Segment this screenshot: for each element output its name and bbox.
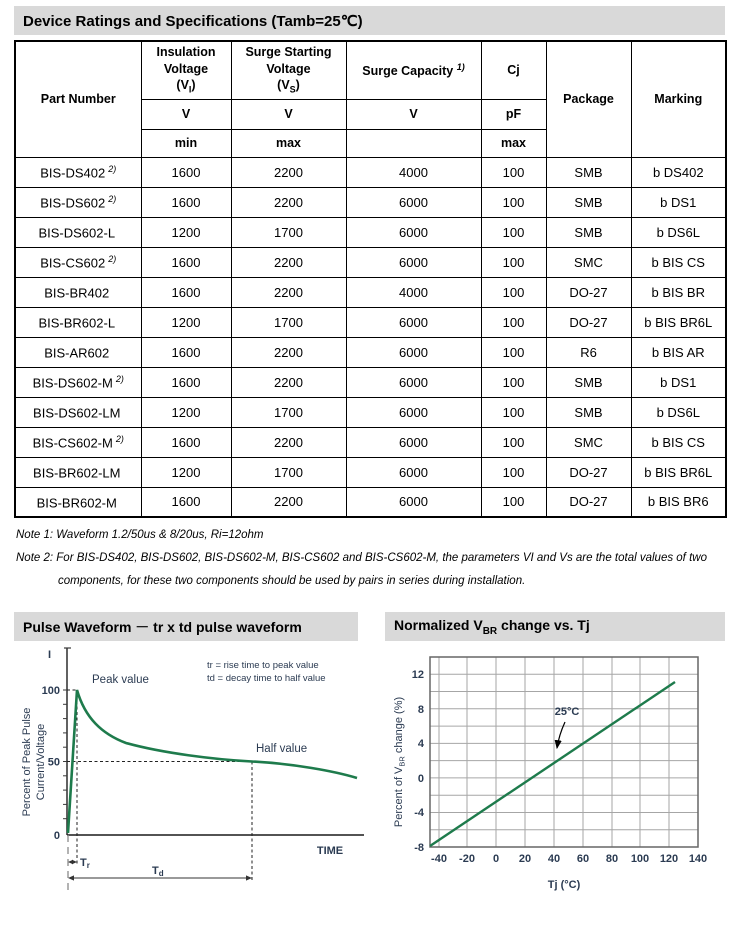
package-cell: SMB <box>546 157 631 187</box>
cj-cell: 100 <box>481 427 546 457</box>
part-number-cell: BIS-DS602-LM <box>15 397 141 427</box>
part-number-cell: BIS-DS602-L <box>15 217 141 247</box>
marking-cell: b DS402 <box>631 157 726 187</box>
pulse-dashed-guides <box>67 690 252 882</box>
pulse-current-symbol: I <box>48 649 52 661</box>
vbr-annotation-25c: 25°C <box>554 706 580 718</box>
vbr-chart-title-bar <box>385 612 725 641</box>
part-number-cell: BIS-DS602-M $^{2)}$ <box>15 367 141 397</box>
pulse-waveform-chart <box>14 642 372 904</box>
marking-cell: b BIS BR <box>631 277 726 307</box>
vbr-vs-tj-chart <box>390 645 730 900</box>
svg-text:4: 4 <box>417 738 424 750</box>
cj-cell: 100 <box>481 337 546 367</box>
surge-starting-voltage-cell: 2200 <box>231 337 346 367</box>
surge-starting-voltage-cell: 1700 <box>231 217 346 247</box>
surge-capacity-cell: 4000 <box>346 277 481 307</box>
table-row <box>15 337 726 367</box>
insulation-voltage-cell: 1600 <box>141 157 231 187</box>
table-row <box>15 157 726 187</box>
col-header-surge-capacity: Surge Capacity $^{1)}$ <box>346 41 481 99</box>
package-cell: SMC <box>546 247 631 277</box>
marking-cell: b DS6L <box>631 217 726 247</box>
part-number-cell: BIS-BR602-LM <box>15 457 141 487</box>
marking-cell: b BIS BR6L <box>631 307 726 337</box>
pulse-ytick-100: 100 <box>41 685 60 697</box>
insulation-voltage-cell: 1200 <box>141 397 231 427</box>
package-cell: SMB <box>546 217 631 247</box>
insulation-voltage-cell: 1600 <box>141 277 231 307</box>
pulse-ytick-50: 50 <box>47 756 60 769</box>
unit-insulation: V <box>141 99 231 129</box>
table-header <box>15 41 726 157</box>
package-cell: DO-27 <box>546 277 631 307</box>
tr-label: Tr <box>80 857 90 870</box>
cj-cell: 100 <box>481 217 546 247</box>
cj-cell: 100 <box>481 457 546 487</box>
col-header-insulation-voltage: Insulation Voltage $(V_I)$ <box>141 41 231 99</box>
surge-capacity-cell: 6000 <box>346 337 481 367</box>
cj-cell: 100 <box>481 157 546 187</box>
svg-text:8: 8 <box>417 704 424 716</box>
note-2-line2: components, for these two components should be used by pairs in series during installation. <box>58 575 526 587</box>
table-row <box>15 457 726 487</box>
surge-starting-voltage-cell: 2200 <box>231 247 346 277</box>
cj-cell: 100 <box>481 307 546 337</box>
marking-cell: b DS1 <box>631 367 726 397</box>
surge-capacity-cell: 6000 <box>346 247 481 277</box>
svg-text:80: 80 <box>605 853 619 865</box>
surge-capacity-cell: 6000 <box>346 307 481 337</box>
surge-capacity-cell: 6000 <box>346 427 481 457</box>
table-row <box>15 367 726 397</box>
unit-cj: pF <box>481 99 546 129</box>
limit-cj: max <box>481 129 546 157</box>
pulse-waveform-title-bar <box>14 612 358 641</box>
surge-starting-voltage-cell: 1700 <box>231 457 346 487</box>
surge-capacity-cell: 6000 <box>346 457 481 487</box>
part-number-cell: BIS-DS602 $^{2)}$ <box>15 187 141 217</box>
marking-cell: b BIS AR <box>631 337 726 367</box>
svg-text:60: 60 <box>576 853 590 865</box>
insulation-voltage-cell: 1600 <box>141 187 231 217</box>
table-row <box>15 247 726 277</box>
surge-capacity-cell: 6000 <box>346 217 481 247</box>
unit-surge-cap: V <box>346 99 481 129</box>
col-header-cj: Cj <box>481 41 546 99</box>
marking-cell: b BIS CS <box>631 247 726 277</box>
insulation-voltage-cell: 1600 <box>141 247 231 277</box>
pulse-y-axis-label-line1: Percent of Peak Pulse <box>21 707 33 817</box>
legend-tr-definition: tr = rise time to peak value <box>207 660 319 671</box>
part-number-cell: BIS-BR402 <box>15 277 141 307</box>
unit-surge-start: V <box>231 99 346 129</box>
svg-text:-20: -20 <box>459 853 475 865</box>
table-row <box>15 187 726 217</box>
surge-starting-voltage-cell: 2200 <box>231 487 346 517</box>
header-row-titles <box>15 41 726 99</box>
surge-capacity-cell: 6000 <box>346 397 481 427</box>
vbr-ytick-labels <box>412 669 425 854</box>
vbr-y-axis-label: Percent of $V_{BR}$ change (%) <box>393 696 407 828</box>
svg-text:-40: -40 <box>431 853 447 865</box>
table-row <box>15 307 726 337</box>
legend-td-definition: td = decay time to half value <box>207 673 326 684</box>
insulation-voltage-cell: 1200 <box>141 307 231 337</box>
spec-table-body <box>15 157 726 517</box>
cj-cell: 100 <box>481 397 546 427</box>
pulse-y-axis-label-line2: Current/Voltage <box>35 723 47 801</box>
insulation-voltage-cell: 1200 <box>141 217 231 247</box>
surge-starting-voltage-cell: 2200 <box>231 427 346 457</box>
vbr-x-axis-label: Tj (°C) <box>547 879 581 891</box>
package-cell: SMB <box>546 367 631 397</box>
main-section-title-bar <box>14 6 725 35</box>
svg-text:-4: -4 <box>414 807 424 819</box>
note-1: Note 1: Waveform 1.2/50us & 8/20us, Ri=12ohm <box>16 529 264 541</box>
svg-text:40: 40 <box>547 853 561 865</box>
cj-cell: 100 <box>481 247 546 277</box>
surge-starting-voltage-cell: 2200 <box>231 367 346 397</box>
part-number-cell: BIS-AR602 <box>15 337 141 367</box>
surge-starting-voltage-cell: 2200 <box>231 157 346 187</box>
surge-capacity-cell: 6000 <box>346 487 481 517</box>
package-cell: SMC <box>546 427 631 457</box>
pulse-x-axis-label: TIME <box>316 845 344 857</box>
surge-capacity-cell: 6000 <box>346 367 481 397</box>
package-cell: DO-27 <box>546 307 631 337</box>
note-2-line1: Note 2: For BIS-DS402, BIS-DS602, BIS-DS602-M, BIS-CS602 and BIS-CS602-M, the parameters VI and Vs are the total values of two <box>16 552 707 564</box>
col-header-marking: Marking <box>631 41 726 157</box>
table-row <box>15 397 726 427</box>
marking-cell: b DS6L <box>631 397 726 427</box>
vbr-xtick-labels <box>431 853 707 865</box>
svg-text:0: 0 <box>417 773 424 785</box>
table-row <box>15 427 726 457</box>
svg-text:100: 100 <box>630 853 650 865</box>
part-number-cell: BIS-CS602 $^{2)}$ <box>15 247 141 277</box>
svg-text:0: 0 <box>492 853 500 865</box>
limit-surge-cap-blank <box>346 129 481 157</box>
table-row <box>15 277 726 307</box>
peak-value-label: Peak value <box>92 674 149 686</box>
insulation-voltage-cell: 1200 <box>141 457 231 487</box>
part-number-cell: BIS-BR602-L <box>15 307 141 337</box>
pulse-ytick-0: 0 <box>53 830 60 842</box>
cj-cell: 100 <box>481 487 546 517</box>
svg-text:12: 12 <box>411 669 424 681</box>
package-cell: SMB <box>546 187 631 217</box>
surge-capacity-cell: 4000 <box>346 157 481 187</box>
package-cell: R6 <box>546 337 631 367</box>
svg-text:140: 140 <box>688 853 708 865</box>
insulation-voltage-cell: 1600 <box>141 427 231 457</box>
page-title: Device Ratings and Specifications (Tamb=25℃) <box>23 12 363 30</box>
marking-cell: b BIS BR6 <box>631 487 726 517</box>
table-row <box>15 487 726 517</box>
surge-starting-voltage-cell: 2200 <box>231 187 346 217</box>
part-number-cell: BIS-CS602-M $^{2)}$ <box>15 427 141 457</box>
surge-starting-voltage-cell: 1700 <box>231 307 346 337</box>
surge-capacity-cell: 6000 <box>346 187 481 217</box>
cj-cell: 100 <box>481 277 546 307</box>
part-number-cell: BIS-DS402 $^{2)}$ <box>15 157 141 187</box>
table-row <box>15 217 726 247</box>
limit-surge-start: max <box>231 129 346 157</box>
svg-text:120: 120 <box>659 853 679 865</box>
limit-insulation: min <box>141 129 231 157</box>
insulation-voltage-cell: 1600 <box>141 337 231 367</box>
cj-cell: 100 <box>481 187 546 217</box>
vbr-chart-title: Normalized $V_{BR}$ change vs. Tj <box>394 616 590 637</box>
package-cell: DO-27 <box>546 457 631 487</box>
half-value-label: Half value <box>256 743 308 755</box>
surge-starting-voltage-cell: 2200 <box>231 277 346 307</box>
package-cell: DO-27 <box>546 487 631 517</box>
package-cell: SMB <box>546 397 631 427</box>
td-label: Td <box>152 865 164 878</box>
col-header-surge-starting-voltage: Surge Starting Voltage $(V_S)$ <box>231 41 346 99</box>
tr-arrow <box>68 860 77 864</box>
insulation-voltage-cell: 1600 <box>141 487 231 517</box>
footnotes <box>16 524 726 593</box>
cj-cell: 100 <box>481 367 546 397</box>
part-number-cell: BIS-BR602-M <box>15 487 141 517</box>
svg-text:-8: -8 <box>414 842 424 854</box>
pulse-waveform-title: Pulse Waveform － tr x td pulse waveform <box>23 618 302 635</box>
svg-text:20: 20 <box>518 853 532 865</box>
surge-starting-voltage-cell: 1700 <box>231 397 346 427</box>
col-header-part-number: Part Number <box>15 41 141 157</box>
marking-cell: b BIS BR6L <box>631 457 726 487</box>
marking-cell: b DS1 <box>631 187 726 217</box>
col-header-package: Package <box>546 41 631 157</box>
marking-cell: b BIS CS <box>631 427 726 457</box>
device-ratings-table <box>14 40 727 518</box>
insulation-voltage-cell: 1600 <box>141 367 231 397</box>
